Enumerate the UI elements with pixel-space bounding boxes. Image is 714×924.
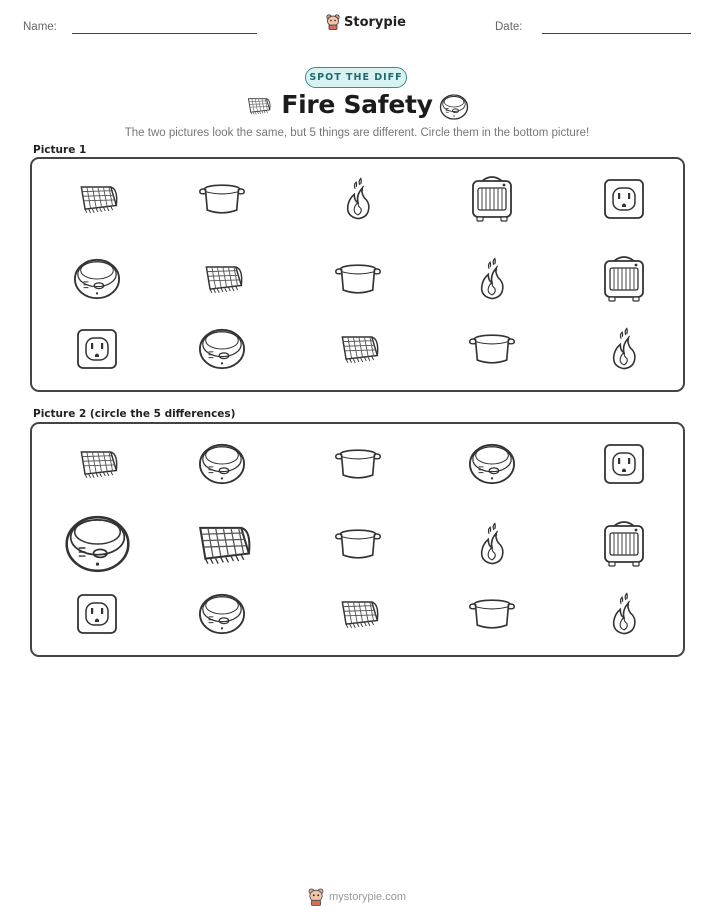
pot-icon <box>335 261 381 297</box>
pot-icon[interactable] <box>335 446 381 482</box>
space-heater-icon <box>602 255 646 303</box>
outlet-icon[interactable] <box>603 443 645 485</box>
oven-mitt-icon[interactable] <box>74 448 120 480</box>
brand-name: Storypie <box>344 14 406 30</box>
picture2-label: Picture 2 (circle the 5 differences) <box>33 408 236 420</box>
smoke-detector-icon[interactable] <box>468 442 516 486</box>
flame-icon[interactable] <box>478 522 506 566</box>
mascot-icon <box>308 888 324 906</box>
flame-icon <box>478 257 506 301</box>
smoke-detector-icon <box>198 327 246 371</box>
pot-icon <box>199 181 245 217</box>
smoke-detector-icon[interactable] <box>198 442 246 486</box>
flame-icon[interactable] <box>610 592 638 636</box>
smoke-detector-icon[interactable] <box>198 592 246 636</box>
outlet-icon[interactable] <box>76 593 118 635</box>
flame-icon <box>610 327 638 371</box>
footer <box>0 888 714 906</box>
smoke-detector-icon <box>73 257 121 301</box>
outlet-icon <box>603 178 645 220</box>
picture1-label: Picture 1 <box>33 144 87 156</box>
picture1-frame <box>30 157 685 392</box>
footer-url[interactable]: mystorypie.com <box>328 891 407 903</box>
instructions: The two pictures look the same, but 5 things are different. Circle them in the bottom picture! <box>124 127 590 139</box>
oven-mitt-icon <box>74 183 120 215</box>
name-line[interactable] <box>72 33 257 34</box>
smoke-detector-icon[interactable] <box>64 513 131 575</box>
pot-icon[interactable] <box>335 526 381 562</box>
brand-logo <box>326 14 406 30</box>
picture2-frame[interactable] <box>30 422 685 657</box>
activity-badge: SPOT THE DIFF <box>305 67 407 88</box>
page-title: Fire Safety <box>281 90 433 119</box>
oven-mitt-icon <box>199 263 245 295</box>
flame-icon <box>344 177 372 221</box>
pot-icon <box>469 331 515 367</box>
pot-icon[interactable] <box>469 596 515 632</box>
name-label: Name: <box>23 21 57 33</box>
oven-mitt-icon[interactable] <box>190 522 254 567</box>
space-heater-icon <box>470 175 514 223</box>
date-line[interactable] <box>542 33 691 34</box>
space-heater-icon[interactable] <box>602 520 646 568</box>
date-label: Date: <box>495 21 523 33</box>
oven-mitt-icon <box>335 333 381 365</box>
outlet-icon <box>76 328 118 370</box>
title-smoke-detector-icon <box>439 93 469 126</box>
mascot-icon <box>326 14 340 30</box>
oven-mitt-icon[interactable] <box>335 598 381 630</box>
